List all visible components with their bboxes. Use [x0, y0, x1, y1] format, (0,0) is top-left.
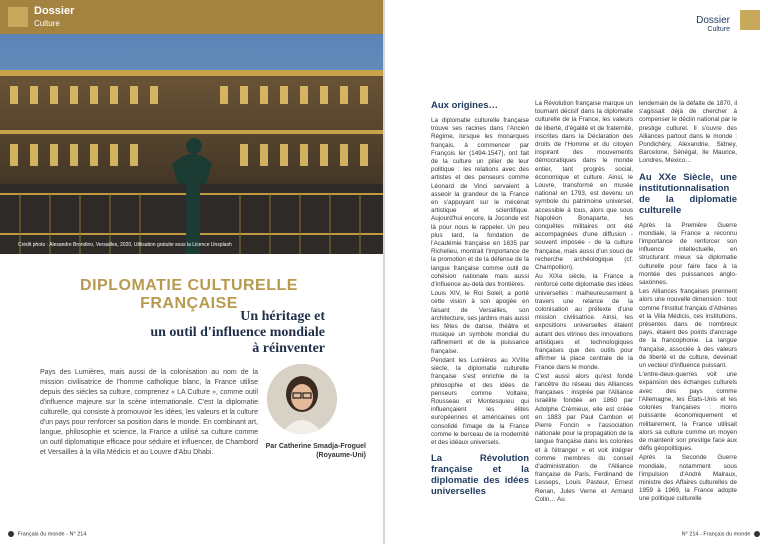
paragraph: Louis XIV, le Roi Soleil, a porté cette vision à son apogée en faisant de Versailles, son architecture, ses jardins mais aussi les fêtes de danse, théâtre et musique un symbole mondial du raffinement et de la puissance française. [431, 290, 529, 355]
subtitle-line: à réinventer [252, 341, 325, 356]
heading-20th-century: Au XXe Siècle, une institutionnalisation de la diplomatie culturelle [639, 171, 737, 216]
section-square-icon [8, 7, 28, 27]
paragraph: C'est aussi alors qu'est fondé l'ancêtre du réseau des Alliances françaises : inspirée par l'Alliance israélite fondée en 1860 par Adolphe Crémieux, elle est créée en 1883 par Paul Cambon et Pierre Foncin « l'association nationale pour la propagation de la langue française dans les colonies et à l'étranger » et voit intégrer comme membres du conseil d'administration de l'Alliance française de Paris, Ferdinand de Lesseps, Louis Pasteur, Ernest Renan, Jules Verne et Armand Colin… Au [535, 372, 633, 503]
text-column-1 [431, 100, 529, 503]
paragraph: Après la Seconde Guerre mondiale, notamment sous l'impulsion d'André Malraux, ministre des Affaires culturelles de 1959 à 1969, la France adopte une politique culturelle [639, 454, 737, 503]
section-subtitle: Culture [34, 19, 60, 28]
section-header-bar [0, 0, 383, 34]
text-column-3 [639, 100, 737, 505]
section-square-icon [740, 10, 760, 30]
subtitle-line: Un héritage et [240, 309, 325, 324]
section-title: Dossier [34, 5, 75, 17]
right-footer [682, 531, 762, 537]
paragraph: Au XIXe siècle, la France a renforcé cette diplomatie des idées universelles : malheureusement à travers une relance de la colonisation au prétexte d'une mission civilisatrice. Ainsi, les expositions universelles étaient autant des vitrines des innovations artistiques et technologiques françaises que des outils pour affirmer la place centrale de la France dans le monde. [535, 273, 633, 371]
footer-bullet-icon [754, 531, 760, 537]
intro-paragraph: Pays des Lumières, mais aussi de la colonisation au nom de la mission civilisatrice de l'homme catholique blanc, la France utilise depuis des siècles sa culture, comprenez « LA Culture », comme outil d'influence majeure sur la scène internationale. C'est la diplomatie culturelle, qui consiste à promouvoir les idées, les valeurs et la culture d'un pays pour renforcer sa position dans le monde. En combinant art, langue, philosophie et science, la France a utilisé sa culture comme un outil diplomatique efficace pour séduire et influencer, de Chambord et Versailles à la villa Médicis et au Louvre d'Abu Dhabi. [40, 369, 258, 456]
paragraph: Après la Première Guerre mondiale, la France a reconnu l'importance de renforcer son influence intellectuelle, en structurant mieux sa diplomatie culturelle pour faire face à la montée des puissances anglo-saxonnes. [639, 221, 737, 287]
subtitle-line: un outil d'influence mondiale [150, 325, 325, 340]
section-subtitle: Culture [707, 26, 730, 33]
heading-revolution: La Révolution française et la diplomatie des idées universelles [431, 453, 529, 498]
text-column-2 [535, 100, 633, 505]
heading-origins: Aux origines… [431, 100, 499, 111]
author-location: (Royaume-Uni) [316, 452, 366, 459]
paragraph: lendemain de la défaite de 1870, il s'agissait déjà de chercher à compenser le déclin national par le prestige culturel. Il s'ouvre des Alliances partout dans le monde : Pondichéry, Alexandrie, Sidney, Barcelone, Sénégal, Ile Maurice, Londres, Mexico… [639, 100, 737, 165]
author-portrait-image [267, 364, 337, 434]
left-footer [6, 531, 86, 537]
article-subtitle [80, 309, 325, 357]
versailles-photo [0, 34, 383, 254]
author-photo [267, 364, 337, 434]
footer-text: Français du monde - N° 214 [17, 531, 87, 538]
footer-bullet-icon [8, 531, 14, 537]
author-byline [240, 442, 366, 460]
dossier-title: DIPLOMATIE CULTURELLE FRANÇAISE [80, 277, 298, 312]
author-name: Par Catherine Smadja-Froguel [265, 443, 366, 450]
paragraph: Les Alliances françaises prennent alors une nouvelle dimension : tout comme l'Institut français d'Athènes et la Villa Médicis, ces institutions, présentes dans de nombreux pays, étaient des points d'ancrage de la francophonie. La langue française, associée à des valeurs de liberté et de culture, devenait un vecteur d'influence puissant. [639, 288, 737, 370]
paragraph: La diplomatie culturelle française trouve ses racines dans l'Ancien Régime, lorsque les monarques français, à commencer par François Ier (1494-1547), ont fait de la culture un pilier de leur politique : les relations avec des artistes et des penseurs comme Léonard de Vinci servaient à asseoir la grandeur de la France en s'appuyant sur le mécénat artistique et scientifique. Aujourd'hui encore, la Joconde est là pour nous le rappeler. Un peu plus tard, la fondation de l'Académie française en 1635 par Richelieu, montrait l'importance de la promotion et de la défense de la langue française comme outil de cohésion nationale mais aussi d'influence au-delà des frontières. [431, 117, 529, 289]
paragraph: La Révolution française marque un tournant décisif dans la diplomatie culturelle de la France, les valeurs de liberté, d'égalité et de fraternité, inscrites dans la Déclaration des droits de l'Homme et du citoyen inspirant des mouvements démocratiques dans le monde entier, tant progrès social, économique et culture. Ainsi, le Louvre, transformé en musée national en 1793, est devenu un symbole du patrimoine universel, accessible à tous, alors que sous Napoléon Bonaparte, les conquêtes militaires ont été accompagnées d'une diffusion - souvent imposée - de la culture française, mais aussi d'un souci de recherche archéologique (cf. Champollion). [535, 100, 633, 272]
palace-illustration [0, 34, 383, 254]
section-title: Dossier [696, 15, 730, 26]
footer-text: N° 214 - Français du monde [681, 531, 751, 538]
paragraph: Pendant les Lumières au XVIIIe siècle, la diplomatie culturelle française s'est enrichie de la philosophie et des idées de penseurs comme Voltaire, Rousseau et Montesquieu qui influençaient les élites européennes et américaines ont consolidé l'image de la France comme le berceau de la modernité et des idéaux universels. [431, 356, 529, 446]
right-page [385, 0, 768, 544]
left-page [0, 0, 383, 544]
photo-credit: Crédit photo : Alexandre Brondino, Versailles, 2020, Utilisation gratuite sous la Licence Unsplash [18, 242, 232, 248]
paragraph: L'entre-deux-guerres voit une expansion des échanges culturels avec des pays comme l'Allemagne, les États-Unis et les colonies françaises : moins puissante économiquement et militairement, la France utilisait alors sa culture comme un moyen de maintenir son prestige face aux défis géopolitiques. [639, 371, 737, 453]
